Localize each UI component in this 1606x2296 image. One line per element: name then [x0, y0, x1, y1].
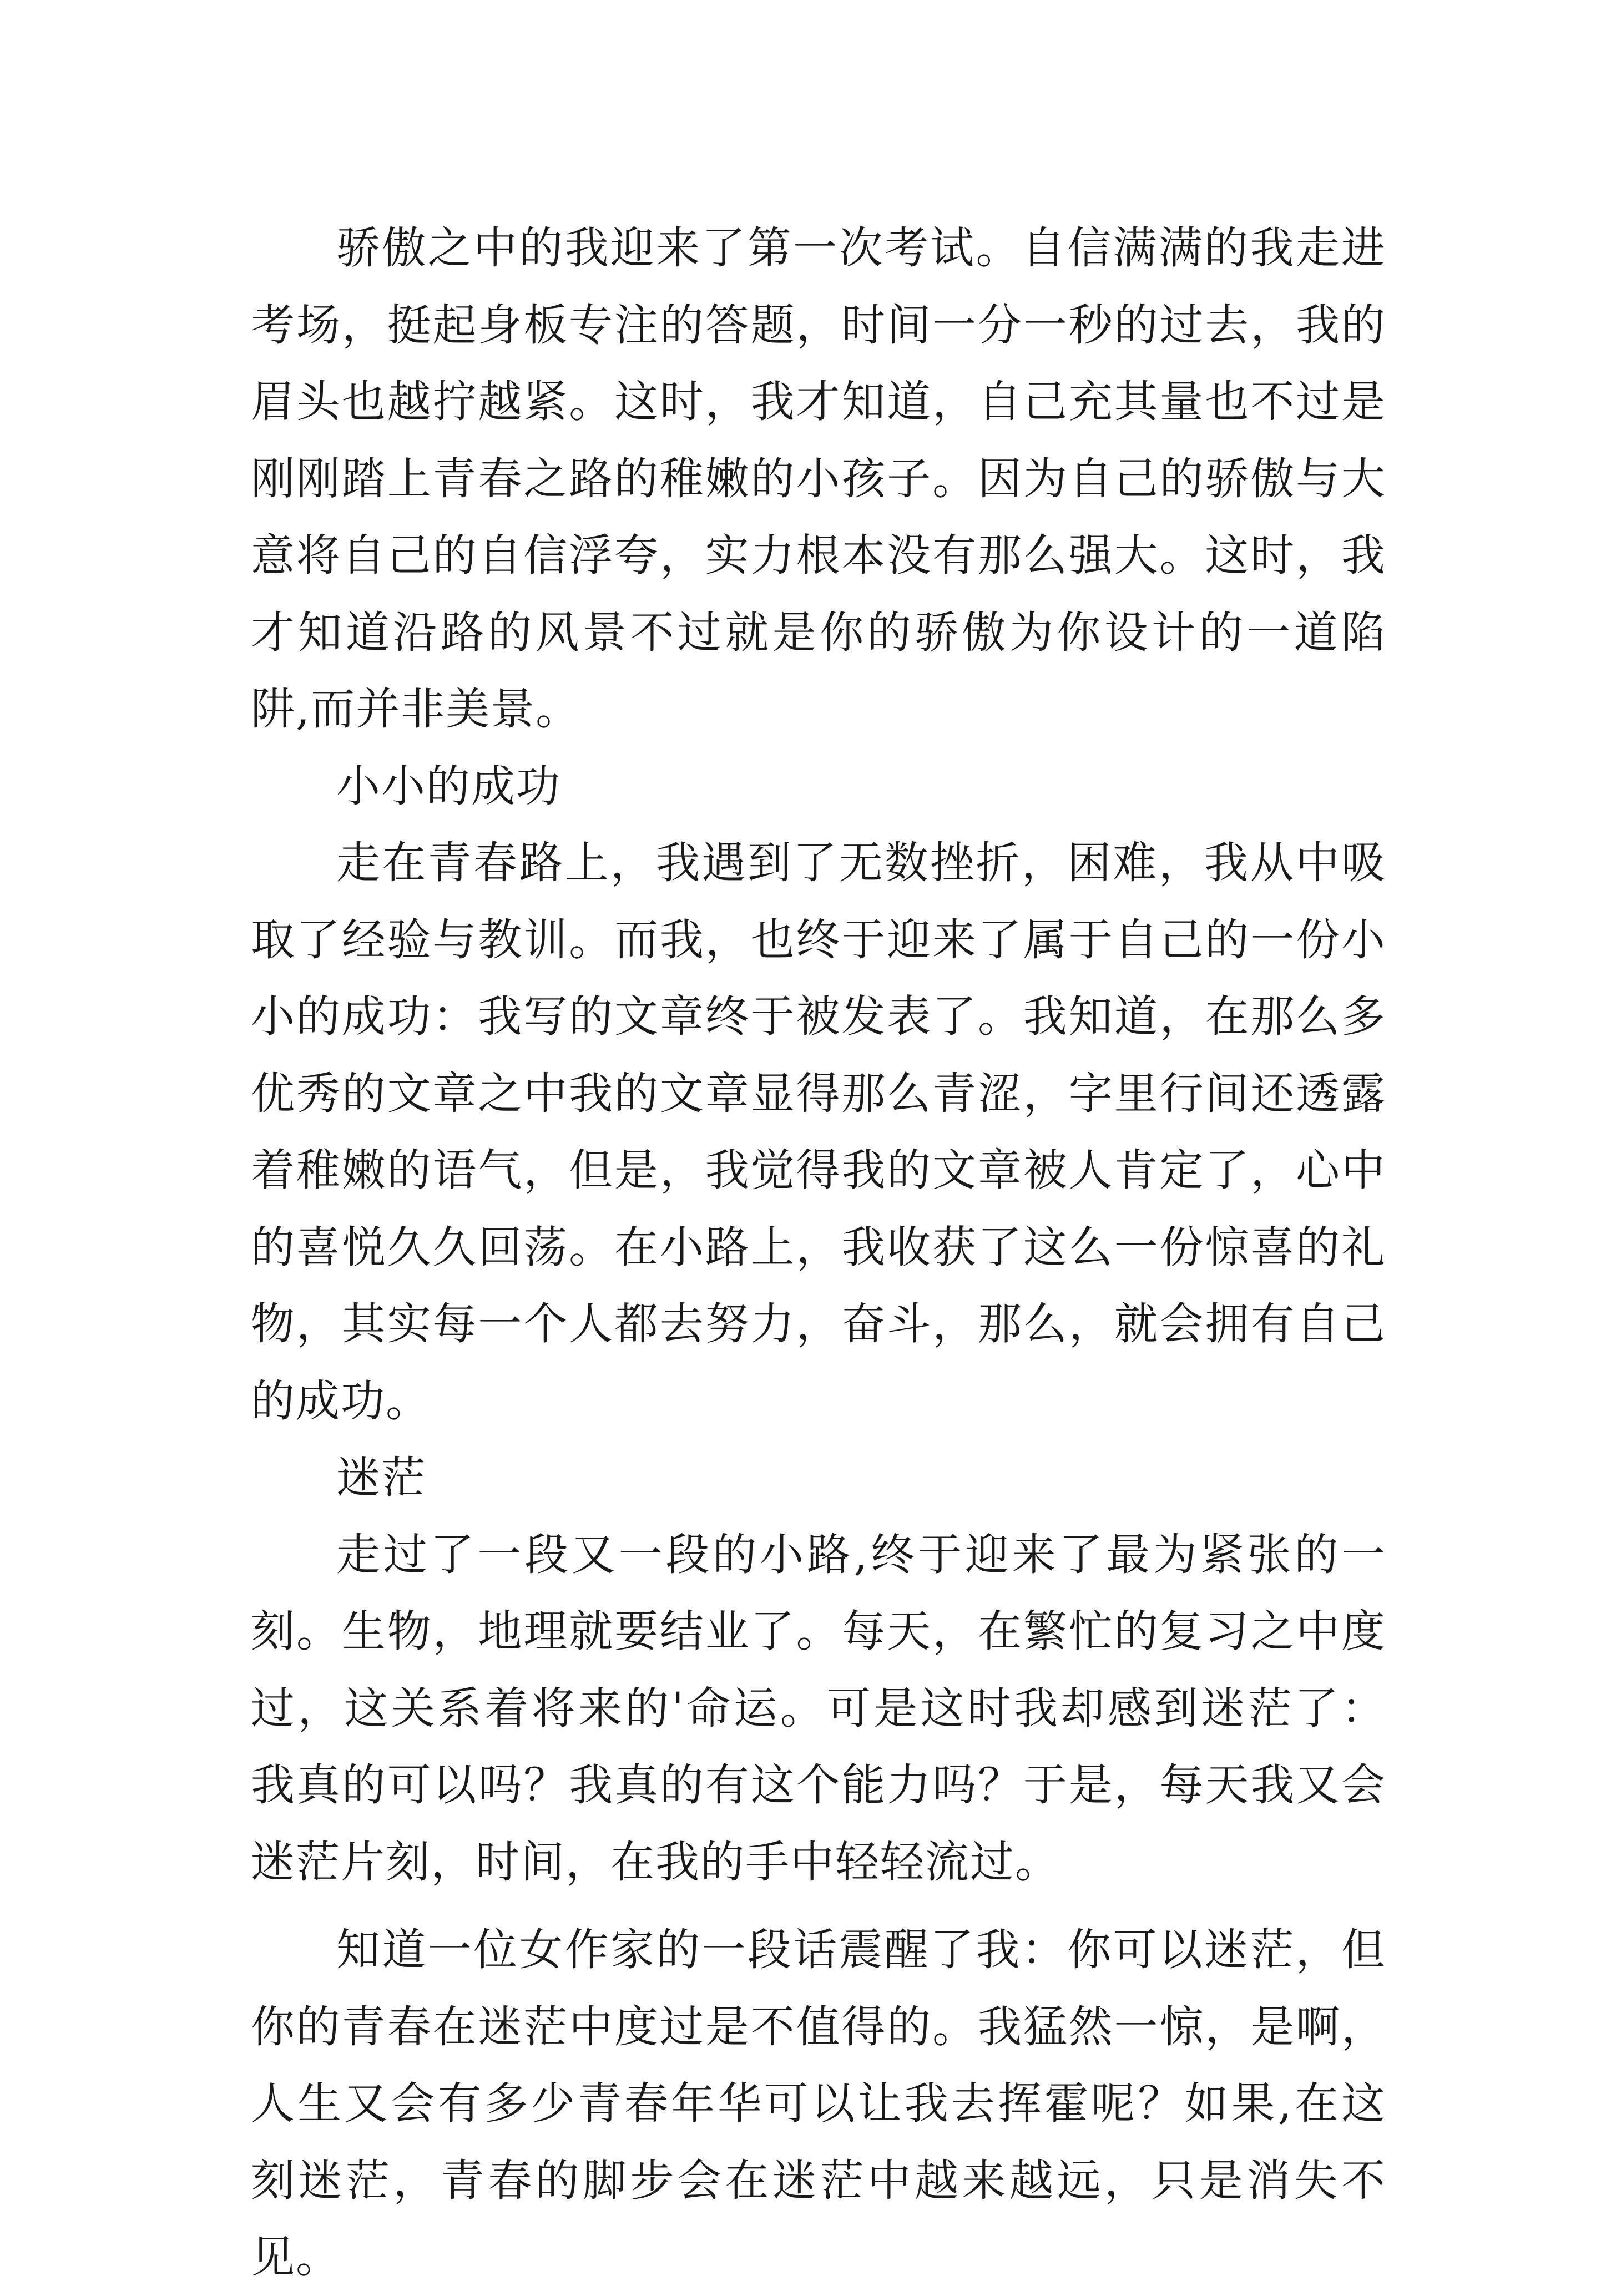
- paragraph-awakening: 知道一位女作家的一段话震醒了我：你可以迷茫，但你的青春在迷茫中度过是不值得的。我猛然一惊，是啊，人生又会有多少青春年华可以让我去挥霍呢？如果,在这刻迷茫，青春的脚步会在迷茫中越来越远，只是消失不见。: [251, 1924, 1386, 2283]
- body-text: [251, 210, 1386, 2296]
- heading-small-success: 小小的成功: [336, 760, 561, 812]
- heading-confusion: 迷茫: [336, 1452, 426, 1503]
- paragraph-success: 走在青春路上，我遇到了无数挫折，困难，我从中吸取了经验与教训。而我，也终于迎来了属于自己的一份小小的成功：我写的文章终于被发表了。我知道，在那么多优秀的文章之中我的文章显得那么青涩，字里行间还透露着稚嫩的语气，但是，我觉得我的文章被人肯定了，心中的喜悦久久回荡。在小路上，我收获了这么一份惊喜的礼物，其实每一个人都去努力，奋斗，那么，就会拥有自己的成功。: [251, 837, 1386, 1427]
- paragraph-gap: [251, 1900, 1386, 1911]
- paragraph-exam: 骄傲之中的我迎来了第一次考试。自信满满的我走进考场，挺起身板专注的答题，时间一分一秒的过去，我的眉头也越拧越紧。这时，我才知道，自己充其量也不过是刚刚踏上青春之路的稚嫩的小孩子。因为自己的骄傲与大意将自己的自信浮夸，实力根本没有那么强大。这时，我才知道沿路的风景不过就是你的骄傲为你设计的一道陷阱,而并非美景。: [251, 222, 1386, 735]
- paragraph-confusion: 走过了一段又一段的小路,终于迎来了最为紧张的一刻。生物，地理就要结业了。每天，在繁忙的复习之中度过，这关系着将来的'命运。可是这时我却感到迷茫了：我真的可以吗？我真的有这个能力吗？于是，每天我又会迷茫片刻，时间，在我的手中轻轻流过。: [251, 1529, 1386, 1888]
